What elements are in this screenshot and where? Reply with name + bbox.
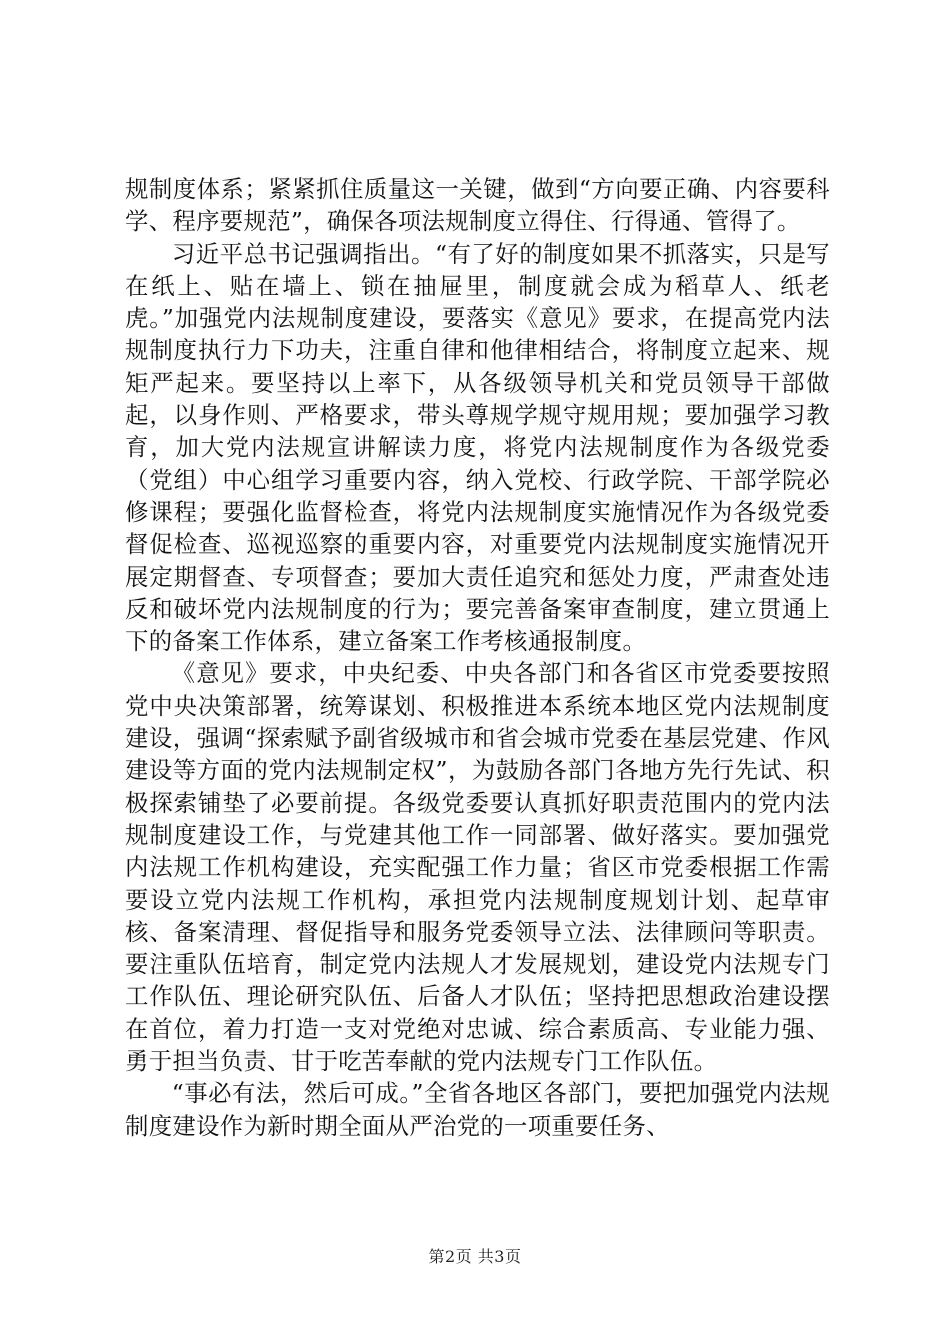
paragraph-4: “事必有法，然后可成。”全省各地区各部门，要把加强党内法规制度建设作为新时期全面从严治党的一项重要任务、 xyxy=(125,1079,830,1140)
paragraph-1: 规制度体系；紧紧抓住质量这一关键，做到“方向要正确、内容要科学、程序要规范”，确保各项法规制度立得住、行得通、管得了。 xyxy=(125,175,830,236)
paragraph-3: 《意见》要求，中央纪委、中央各部门和各省区市党委要按照党中央决策部署，统筹谋划、积极推进本系统本地区党内法规制度建设，强调“探索赋予副省级城市和省会城市党委在基层党建、作风建设等方面的党内法规制定权”，为鼓励各部门各地方先行先试、积极探索铺垫了必要前提。各级党委要认真抓好职责范围内的党内法规制度建设工作，与党建其他工作一同部署、做好落实。要加强党内法规工作机构建设，充实配强工作力量；省区市党委根据工作需要设立党内法规工作机构，承担党内法规制度规划计划、起草审核、备案清理、督促指导和服务党委领导立法、法律顾问等职责。要注重队伍培育，制定党内法规人才发展规划，建设党内法规专门工作队伍、理论研究队伍、后备人才队伍；坚持把思想政治建设摆在首位，着力打造一支对党绝对忠诚、综合素质高、专业能力强、勇于担当负责、甘于吃苦奉献的党内法规专门工作队伍。 xyxy=(125,659,830,1076)
body-text xyxy=(125,173,830,1142)
paragraph-2: 习近平总书记强调指出。“有了好的制度如果不抓落实，只是写在纸上、贴在墙上、锁在抽屉里，制度就会成为稻草人、纸老虎。”加强党内法规制度建设，要落实《意见》要求，在提高党内法规制度执行力下功夫，注重自律和他律相结合，将制度立起来、规矩严起来。要坚持以上率下，从各级领导机关和党员领导干部做起，以身作则、严格要求，带头尊规学规守规用规；要加强学习教育，加大党内法规宣讲解读力度，将党内法规制度作为各级党委（党组）中心组学习重要内容，纳入党校、行政学院、干部学院必修课程；要强化监督检查，将党内法规制度实施情况作为各级党委督促检查、巡视巡察的重要内容，对重要党内法规制度实施情况开展定期督查、专项督查；要加大责任追究和惩处力度，严肃查处违反和破坏党内法规制度的行为；要完善备案审查制度，建立贯通上下的备案工作体系，建立备案工作考核通报制度。 xyxy=(125,239,830,656)
page-footer: 第2页 共3页 xyxy=(428,1247,522,1266)
